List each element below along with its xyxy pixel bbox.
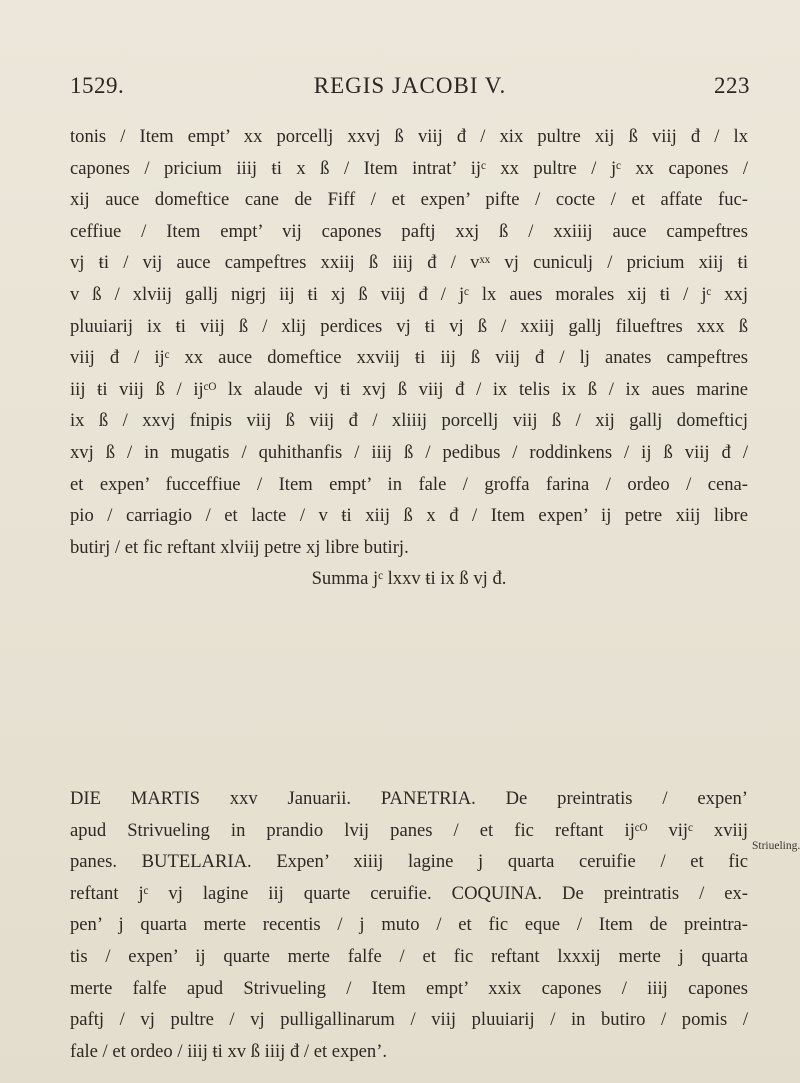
text-line: ix ß / xxvj fnipis viij ß viij đ / xliiij porcellj viij ß / xij gallj domefticj: [70, 410, 748, 432]
text-line: pio / carriagio / et lacte / v ŧi xiij ß x đ / Item expen’ ij petre xiij libre: [70, 505, 748, 527]
text-line: capones / pricium iiij ŧi x ß / Item intrat’ ijᶜ xx pultre / jᶜ xx capones /: [70, 157, 748, 179]
summa-line: Summa jᶜ lxxv ŧi ix ß vj đ.: [311, 568, 507, 590]
text-line: et expen’ fucceffiue / Item empt’ in fale / groffa farina / ordeo / cena-: [70, 473, 748, 495]
text-line: reftant jᶜ vj lagine iij quarte ceruifie. COQUINA. De preintratis / ex-: [70, 882, 748, 904]
text-line: pluuiarij ix ŧi viij ß / xlij perdices vj ŧi vj ß / xxiij gallj filueftres xxx ß: [70, 315, 748, 337]
text-line: panes. BUTELARIA. Expen’ xiiij lagine j quarta ceruifie / et fic: [70, 851, 748, 873]
text-line: fale / et ordeo / iiij ŧi xv ß iiij đ / et expen’.: [70, 1040, 388, 1062]
text-line: apud Strivueling in prandio lvij panes / et fic reftant ijᶜᴼ vijᶜ xviij: [70, 819, 748, 841]
text-line: merte falfe apud Strivueling / Item empt’ xxix capones / iiij capones: [70, 977, 748, 999]
page-number: 223: [714, 73, 750, 98]
entry-heading-line: DIE MARTIS xxv Januarii. PANETRIA. De preintratis / expen’: [70, 788, 748, 809]
margin-note: Striueling.: [752, 840, 800, 852]
text-line: vj ŧi / vij auce campeftres xxiij ß iiij đ / vˣˣ vj cuniculj / pricium xiij ŧi: [70, 252, 748, 274]
text-line: tis / expen’ ij quarte merte falfe / et fic reftant lxxxij merte j quarta: [70, 945, 748, 967]
text-line: butirj / et fic reftant xlviij petre xj libre butirj.: [70, 536, 409, 558]
page-title: REGIS JACOBI V.: [313, 73, 507, 98]
page-year: 1529.: [70, 73, 125, 98]
text-line: v ß / xlviij gallj nigrj iij ŧi xj ß viij đ / jᶜ lx aues morales xij ŧi / jᶜ xxj: [70, 283, 748, 305]
text-line: paftj / vj pultre / vj pulligallinarum / viij pluuiarij / in butiro / pomis /: [70, 1009, 748, 1031]
text-line: xvj ß / in mugatis / quhithanfis / iiij ß / pedibus / roddinkens / ij ß viij đ /: [70, 441, 748, 463]
text-line: xij auce domeftice cane de Fiff / et expen’ pifte / cocte / et affate fuc-: [70, 189, 748, 211]
text-line: ceffiue / Item empt’ vij capones paftj xxj ß / xxiiij auce campeftres: [70, 220, 748, 242]
text-line: viij đ / ijᶜ xx auce domeftice xxviij ŧi iij ß viij đ / lj anates campeftres: [70, 347, 748, 369]
running-head: [70, 73, 750, 103]
account-entry-block: [70, 121, 748, 595]
text-line: iij ŧi viij ß / ijᶜᴼ lx alaude vj ŧi xvj ß viij đ / ix telis ix ß / ix aues marine: [70, 378, 748, 400]
text-line: pen’ j quarta merte recentis / j muto / et fic eque / Item de preintra-: [70, 914, 748, 936]
text-line: tonis / Item empt’ xx porcellj xxvj ß viij đ / xix pultre xij ß viij đ / lx: [70, 126, 748, 147]
daily-entry-block: [70, 783, 748, 1067]
